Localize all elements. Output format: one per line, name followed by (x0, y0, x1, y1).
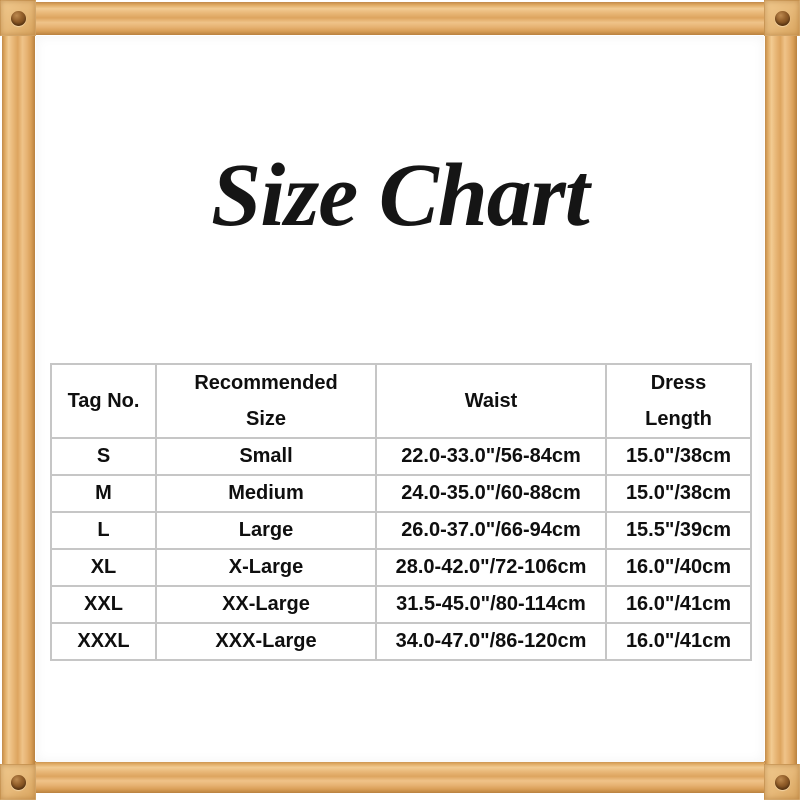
cell-waist: 31.5-45.0"/80-114cm (376, 586, 606, 623)
cell-length: 16.0"/40cm (606, 549, 751, 586)
cell-size: X-Large (156, 549, 376, 586)
table-header-row (51, 364, 751, 438)
cell-waist: 34.0-47.0"/86-120cm (376, 623, 606, 660)
frame-corner-top-left (0, 0, 36, 36)
cell-size: XX-Large (156, 586, 376, 623)
cell-size: Medium (156, 475, 376, 512)
cell-waist: 26.0-37.0"/66-94cm (376, 512, 606, 549)
screw-icon (775, 11, 790, 26)
cell-tag: M (51, 475, 156, 512)
cell-length: 15.0"/38cm (606, 438, 751, 475)
table-row (51, 475, 751, 512)
frame-bottom-bar (34, 761, 766, 793)
table-row (51, 512, 751, 549)
cell-tag: L (51, 512, 156, 549)
table-row (51, 438, 751, 475)
screw-icon (11, 11, 26, 26)
page-title: Size Chart (211, 146, 589, 245)
cell-length: 16.0"/41cm (606, 623, 751, 660)
cell-tag: XXXL (51, 623, 156, 660)
screw-icon (775, 775, 790, 790)
cell-tag: XXL (51, 586, 156, 623)
cell-size: XXX-Large (156, 623, 376, 660)
table-row (51, 623, 751, 660)
frame-left-bar (2, 34, 35, 764)
cell-length: 16.0"/41cm (606, 586, 751, 623)
col-header-label: Tag No. (67, 390, 140, 412)
frame-corner-top-right (764, 0, 800, 36)
cell-length: 15.5"/39cm (606, 512, 751, 549)
frame-top-bar (34, 2, 766, 35)
frame-corner-bottom-right (764, 764, 800, 800)
col-header-label: Waist (464, 390, 518, 412)
col-header-label: Dress (650, 372, 707, 394)
table-row (51, 549, 751, 586)
cell-waist: 28.0-42.0"/72-106cm (376, 549, 606, 586)
col-header-dress-length (606, 364, 751, 438)
cell-waist: 22.0-33.0"/56-84cm (376, 438, 606, 475)
cell-tag: XL (51, 549, 156, 586)
col-header-label: Recommended (194, 372, 338, 394)
cell-waist: 24.0-35.0"/60-88cm (376, 475, 606, 512)
col-header-label: Length (645, 408, 712, 430)
col-header-waist (376, 364, 606, 438)
table-row (51, 586, 751, 623)
cell-length: 15.0"/38cm (606, 475, 751, 512)
size-table (50, 363, 752, 661)
col-header-label: Size (245, 408, 287, 430)
screw-icon (11, 775, 26, 790)
frame-corner-bottom-left (0, 764, 36, 800)
cell-tag: S (51, 438, 156, 475)
col-header-recommended-size (156, 364, 376, 438)
cell-size: Large (156, 512, 376, 549)
cell-size: Small (156, 438, 376, 475)
frame-right-bar (765, 34, 797, 764)
col-header-tag-no (51, 364, 156, 438)
